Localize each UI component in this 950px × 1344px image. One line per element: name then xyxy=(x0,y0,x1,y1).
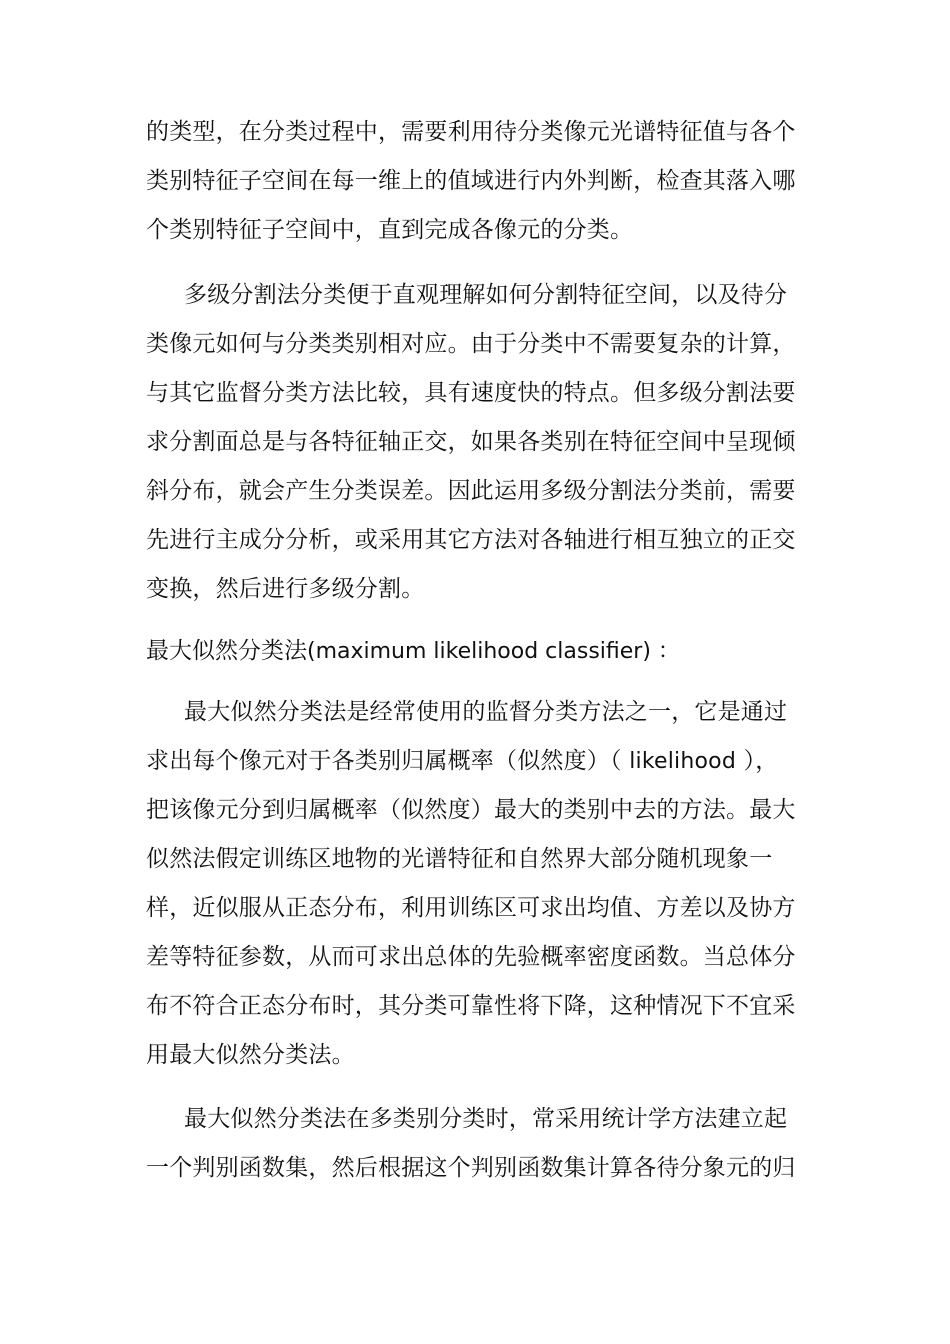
paragraph-3 xyxy=(146,688,816,1080)
paragraph-line-mixed xyxy=(146,737,816,786)
paragraph-line: 类像元如何与分类类别相对应。由于分类中不需要复杂的计算， xyxy=(146,331,796,357)
paragraph-line: 把该像元分到归属概率（似然度）最大的类别中去的方法。最大 xyxy=(146,797,796,823)
mixed-latin: likelihood xyxy=(629,749,736,774)
paragraph-line: 最大似然分类法在多类别分类时，常采用统计学方法建立起 xyxy=(184,1106,788,1132)
paragraph-line: 变换，然后进行多级分割。 xyxy=(146,576,425,602)
paragraph-line: 先进行主成分分析，或采用其它方法对各轴进行相互独立的正交 xyxy=(146,527,796,553)
paragraph-line: 斜分布，就会产生分类误差。因此运用多级分割法分类前，需要 xyxy=(146,478,796,504)
heading-prefix: 最大似然分类法 xyxy=(146,638,307,664)
paragraph-1 xyxy=(146,108,816,255)
paragraph-line: 样，近似服从正态分布，利用训练区可求出均值、方差以及协方 xyxy=(146,895,796,921)
paragraph-line: 类别特征子空间在每一维上的值域进行内外判断，检查其落入哪 xyxy=(146,168,796,194)
paragraph-line: 似然法假定训练区地物的光谱特征和自然界大部分随机现象一 xyxy=(146,846,773,872)
mixed-suffix: ）， xyxy=(736,748,779,774)
paragraph-line: 布不符合正态分布时，其分类可靠性将下降，这种情况下不宜采 xyxy=(146,993,796,1019)
paragraph-line: 一个判别函数集，然后根据这个判别函数集计算各待分象元的归 xyxy=(146,1155,796,1181)
paragraph-line: 最大似然分类法是经常使用的监督分类方法之一，它是通过 xyxy=(184,699,788,725)
paragraph-line: 多级分割法分类便于直观理解如何分割特征空间，以及待分 xyxy=(184,282,788,308)
paragraph-line: 与其它监督分类方法比较，具有速度快的特点。但多级分割法要 xyxy=(146,380,796,406)
paragraph-line: 差等特征参数，从而可求出总体的先验概率密度函数。当总体分 xyxy=(146,944,796,970)
paragraph-line: 的类型，在分类过程中，需要利用待分类像元光谱特征值与各个 xyxy=(146,119,796,145)
paragraph-line: 用最大似然分类法。 xyxy=(146,1042,355,1068)
mixed-prefix: 求出每个像元对于各类别归属概率（似然度）（ xyxy=(146,748,630,774)
paragraph-line: 求分割面总是与各特征轴正交，如果各类别在特征空间中呈现倾 xyxy=(146,429,796,455)
heading-line xyxy=(146,627,816,676)
heading-latin: (maximum likelihood classifier) ： xyxy=(307,639,680,664)
paragraph-line: 个类别特征子空间中，直到完成各像元的分类。 xyxy=(146,217,634,243)
paragraph-2 xyxy=(146,271,816,614)
paragraph-4 xyxy=(146,1095,816,1193)
section-heading xyxy=(146,627,816,676)
